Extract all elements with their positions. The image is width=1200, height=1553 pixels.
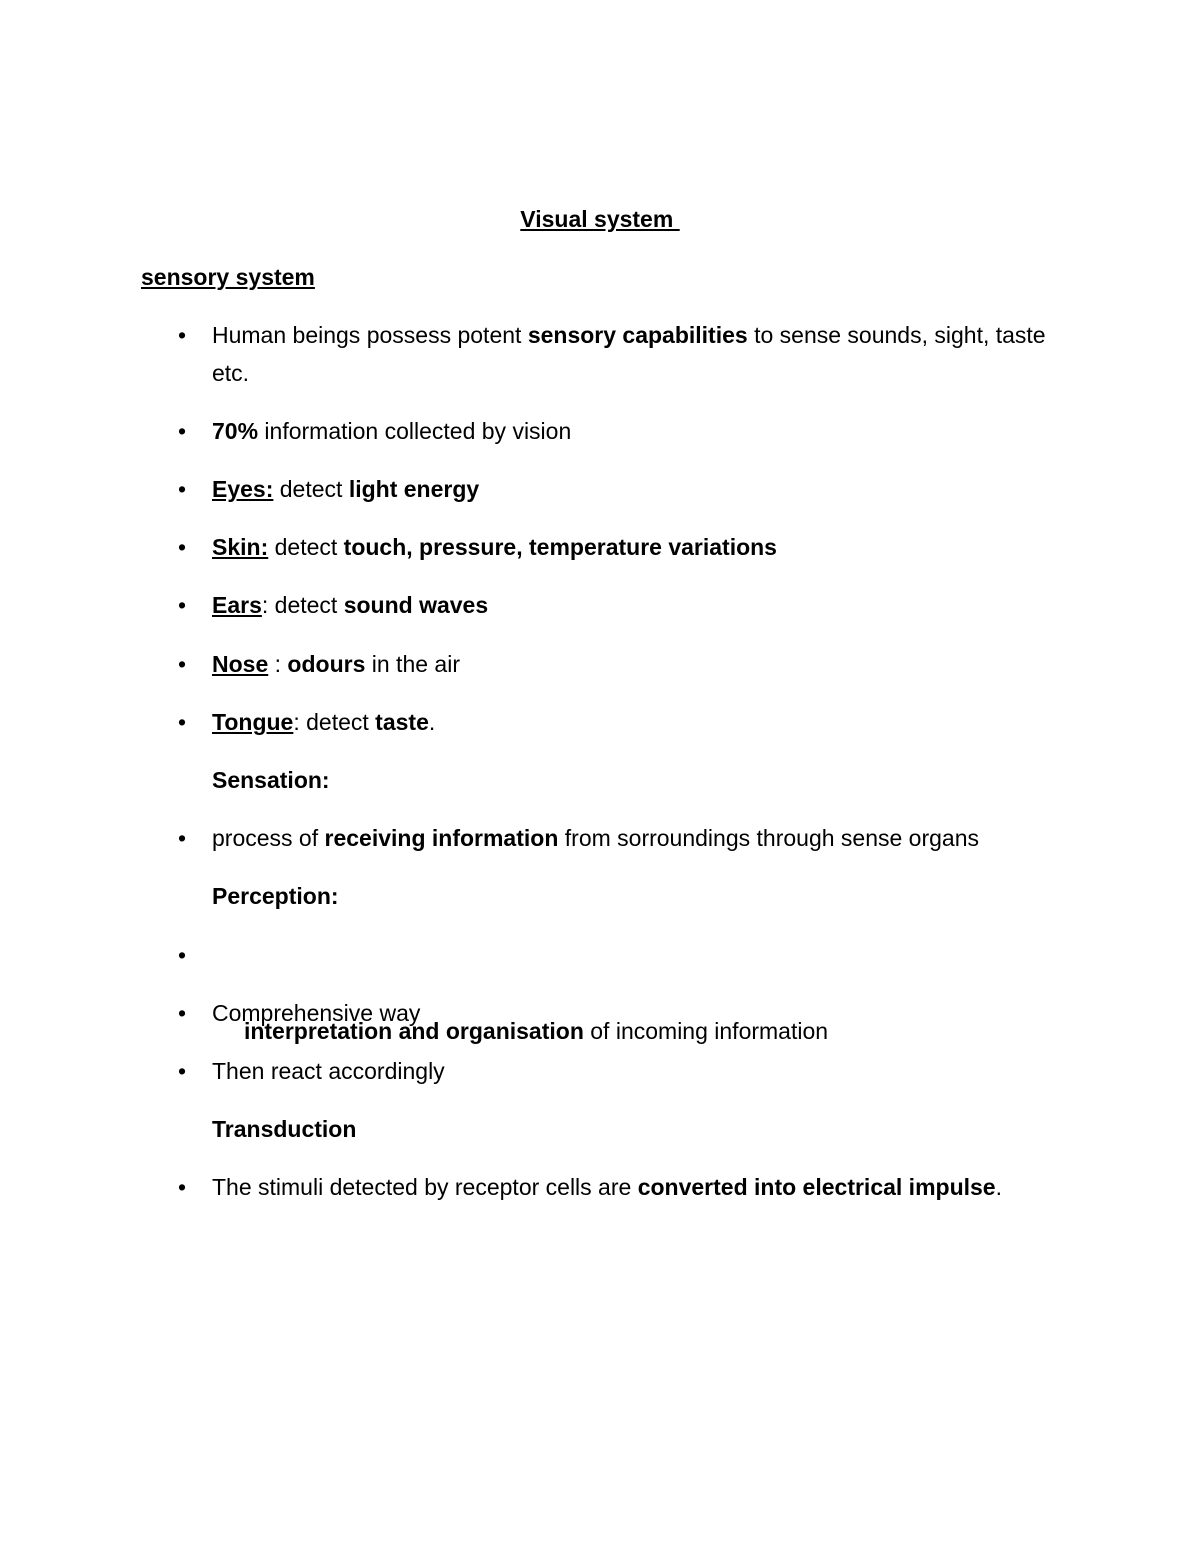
bullet-icon: • xyxy=(177,942,187,968)
list-item: • 70% information collected by vision xyxy=(212,412,1072,450)
bullet-icon: • xyxy=(177,418,187,444)
list-item: • process of receiving information from sorroundings through sense organs xyxy=(212,819,1072,857)
bullet-icon: • xyxy=(177,322,187,348)
bullet-icon: • xyxy=(177,709,187,735)
term-nose: Nose xyxy=(212,651,269,677)
list-item: • Human beings possess potent sensory capabilities to sense sounds, sight, taste etc. xyxy=(212,316,1072,392)
bullet-icon: • xyxy=(177,1000,187,1026)
list-item: • Ears: detect sound waves xyxy=(212,586,1072,624)
list-item: • Skin: detect touch, pressure, temperature variations xyxy=(212,528,1072,566)
term-tongue: Tongue xyxy=(212,709,294,735)
bullet-icon: • xyxy=(177,476,187,502)
section-heading-sensory-system: sensory system xyxy=(141,264,315,290)
subheading-sensation: Sensation: xyxy=(212,767,330,793)
bullet-icon: • xyxy=(177,651,187,677)
bullet-icon: • xyxy=(177,825,187,851)
subheading-transduction: Transduction xyxy=(212,1116,357,1142)
list-item: • Nose : odours in the air xyxy=(212,645,1072,683)
term-eyes: Eyes: xyxy=(212,476,274,502)
list-item: • Comprehensive way xyxy=(212,994,1072,1032)
bullet-icon: • xyxy=(177,1058,187,1084)
bullet-icon: • xyxy=(177,592,187,618)
page-title: Visual system xyxy=(520,206,680,232)
list-item: • The stimuli detected by receptor cells are converted into electrical impulse. xyxy=(212,1168,1072,1206)
bullet-icon: • xyxy=(177,534,187,560)
subheading-perception: Perception: xyxy=(212,883,339,909)
list-item: • Then react accordingly xyxy=(212,1052,1072,1090)
list-item: • interpretation and organisation of incoming information xyxy=(212,936,1072,1088)
term-skin: Skin: xyxy=(212,534,269,560)
bullet-icon: • xyxy=(177,1174,187,1200)
list-item: • Eyes: detect light energy xyxy=(212,470,1072,508)
list-item: • Tongue: detect taste. xyxy=(212,703,1072,741)
term-ears: Ears xyxy=(212,592,262,618)
